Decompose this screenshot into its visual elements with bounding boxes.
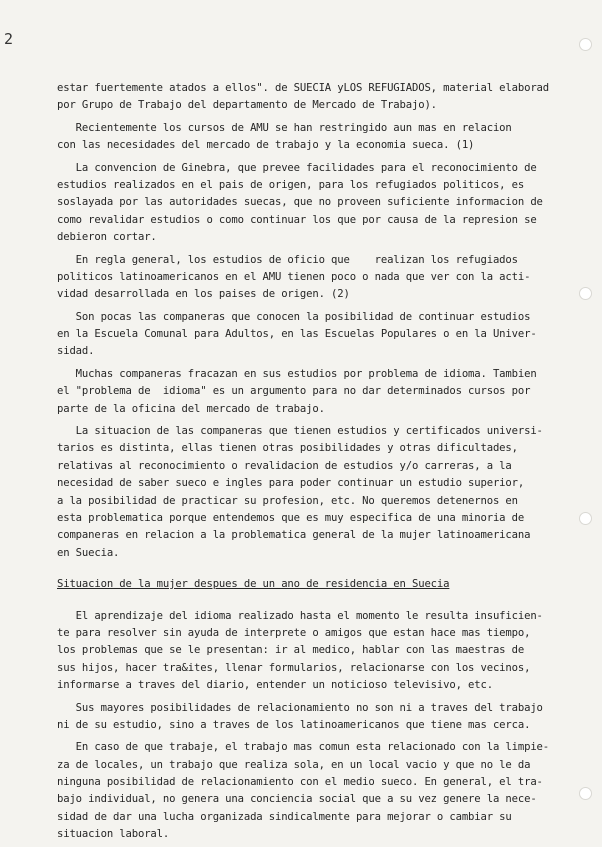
- section-paragraph-group: [57, 608, 557, 844]
- page-number: 2: [4, 30, 14, 48]
- document-body: [57, 80, 557, 844]
- text-line: Recientemente los cursos de AMU se han restringido aun mas en relacion: [57, 121, 512, 134]
- text-line: en la Escuela Comunal para Adultos, en las Escuelas Populares o en la Univer-: [57, 328, 537, 341]
- text-line: estar fuertemente atados a ellos". de SUECIA yLOS REFUGIADOS, material elaborad: [57, 82, 550, 94]
- text-line: En regla general, los estudios de oficio que realizan los refugiados: [57, 253, 518, 266]
- text-line: te para resolver sin ayuda de interprete o amigos que estan hace mas tiempo,: [57, 626, 531, 639]
- text-line: sidad de dar una lucha organizada sindicalmente para mejorar o cambiar su: [57, 810, 512, 823]
- paragraph: [57, 700, 557, 735]
- text-line: za de locales, un trabajo que realiza sola, en un local vacio y que no le da: [57, 758, 531, 771]
- text-line: La convencion de Ginebra, que prevee facilidades para el reconocimiento de: [57, 161, 537, 174]
- binder-hole: [579, 512, 592, 525]
- text-line: Son pocas las companeras que conocen la posibilidad de continuar estudios: [57, 310, 531, 323]
- text-line: vidad desarrollada en los paises de origen. (2): [57, 288, 350, 301]
- paragraph: [57, 423, 557, 562]
- text-line: estudios realizados en el pais de origen, para los refugiados politicos, es: [57, 178, 525, 191]
- paragraph: [57, 160, 557, 247]
- text-line: politicos latinoamericanos en el AMU tienen poco o nada que ver con la acti-: [57, 270, 531, 283]
- binder-hole: [579, 787, 592, 800]
- text-line: relativas al reconocimiento o revalidacion de estudios y/o carreras, a la: [57, 459, 512, 472]
- text-line: por Grupo de Trabajo del departamento de Mercado de Trabajo).: [57, 99, 437, 112]
- text-line: Muchas companeras fracazan en sus estudios por problema de idioma. Tambien: [57, 367, 537, 380]
- paragraph: [57, 739, 557, 843]
- binder-hole: [579, 287, 592, 300]
- paragraph: [57, 252, 557, 304]
- text-line: El aprendizaje del idioma realizado hasta el momento le resulta insuficien-: [57, 609, 543, 622]
- text-line: parte de la oficina del mercado de trabajo.: [57, 402, 325, 415]
- text-line: sus hijos, hacer tra&ites, llenar formularios, relacionarse con los vecinos,: [57, 661, 531, 674]
- text-line: a la posibilidad de practicar su profesion, etc. No queremos detenernos en: [57, 494, 518, 507]
- text-line: debieron cortar.: [57, 231, 157, 244]
- text-line: como revalidar estudios o como continuar los que por causa de la represion se: [57, 213, 537, 226]
- text-line: necesidad de saber sueco e ingles para poder continuar un estudio superior,: [57, 477, 525, 490]
- paragraph: [57, 80, 557, 115]
- text-line: situacion laboral.: [57, 828, 170, 841]
- text-line: en Suecia.: [57, 546, 120, 559]
- paragraph: [57, 120, 557, 155]
- text-line: esta problematica porque entendemos que es muy especifica de una minoria de: [57, 511, 525, 524]
- paragraph: [57, 608, 557, 695]
- text-line: soslayada por las autoridades suecas, que no proveen suficiente informacion de: [57, 196, 543, 209]
- text-line: los problemas que se le presentan: ir al medico, hablar con las maestras de: [57, 644, 525, 657]
- paragraph-group: [57, 80, 557, 562]
- text-line: bajo individual, no genera una conciencia social que a su vez genere la nece-: [57, 793, 537, 806]
- text-line: ninguna posibilidad de relacionamiento con el medio sueco. En general, el tra-: [57, 776, 543, 789]
- text-line: sidad.: [57, 345, 95, 358]
- section-heading: Situacion de la mujer despues de un ano de residencia en Suecia: [57, 578, 450, 591]
- text-line: el "problema de idioma" es un argumento para no dar determinados cursos por: [57, 385, 531, 398]
- text-line: ni de su estudio, sino a traves de los latinoamericanos que tiene mas cerca.: [57, 718, 531, 731]
- text-line: con las necesidades del mercado de trabajo y la economia sueca. (1): [57, 139, 475, 152]
- text-line: La situacion de las companeras que tienen estudios y certificados universi-: [57, 425, 543, 438]
- text-line: companeras en relacion a la problematica general de la mujer latinoamericana: [57, 529, 531, 542]
- paragraph: [57, 366, 557, 418]
- text-line: En caso de que trabaje, el trabajo mas comun esta relacionado con la limpie-: [57, 741, 550, 754]
- text-line: tarios es distinta, ellas tienen otras posibilidades y otras dificultades,: [57, 442, 518, 455]
- text-line: informarse a traves del diario, entender un noticioso televisivo, etc.: [57, 679, 493, 692]
- binder-hole: [579, 38, 592, 51]
- paragraph: [57, 309, 557, 361]
- text-line: Sus mayores posibilidades de relacionamiento no son ni a traves del trabajo: [57, 701, 543, 714]
